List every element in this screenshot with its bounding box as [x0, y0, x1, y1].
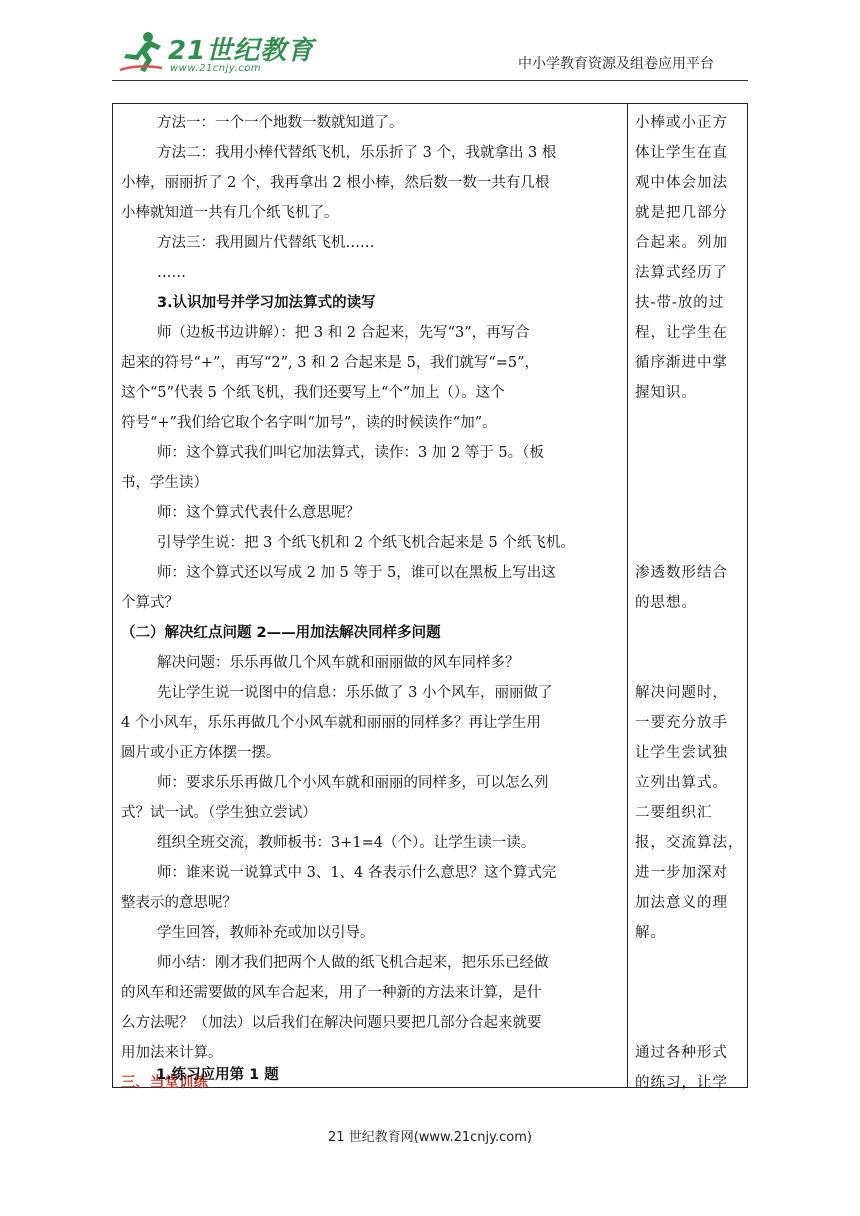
text-line: 学生回答，教师补充或加以引导。 — [157, 925, 375, 941]
text-line: 用加法来计算。 — [121, 1045, 223, 1061]
section-heading-red: 三、当堂训练 — [121, 1075, 208, 1091]
header-divider — [112, 80, 748, 81]
note-line: 扶-带-放的过 — [635, 295, 725, 311]
logo-wordmark: 21世纪教育 — [168, 36, 315, 66]
text-line: …… — [157, 265, 186, 281]
note-line: 的思想。 — [635, 595, 697, 611]
note-line: 立列出算式。 — [635, 775, 728, 791]
text-line: 师：谁来说一说算式中 3、1、4 各表示什么意思？这个算式完 — [157, 865, 557, 881]
platform-title: 中小学教育资源及组卷应用平台 — [518, 56, 714, 72]
text-line: 整表示的意思呢？ — [121, 895, 237, 911]
text-line: 解决问题：乐乐再做几个风车就和丽丽做的风车同样多？ — [157, 655, 520, 671]
column-divider — [627, 104, 628, 1087]
text-line: 师：这个算式代表什么意思呢？ — [157, 505, 360, 521]
text-line: 师：这个算式我们叫它加法算式，读作：3 加 2 等于 5。（板 — [157, 445, 544, 461]
text-line: 4 个小风车，乐乐再做几个小风车就和丽丽的同样多？再让学生用 — [121, 715, 541, 731]
page-header — [0, 0, 860, 86]
text-line: 个算式？ — [121, 595, 179, 611]
note-line: 循序渐进中掌 — [635, 355, 728, 371]
note-line: 程，让学生在 — [635, 325, 728, 341]
note-line: 小棒或小正方 — [635, 115, 728, 131]
note-line: 的练习，让学 — [635, 1075, 728, 1091]
text-line: 起来的符号“+”，再写“2”, 3 和 2 合起来是 5，我们就写“=5”， — [121, 355, 540, 371]
text-line: 师：这个算式还以写成 2 加 5 等于 5，谁可以在黑板上写出这 — [157, 565, 556, 581]
text-line: 的风车和还需要做的风车合起来，用了一种新的方法来计算，是什 — [121, 985, 542, 1001]
text-line: 方法一：一个一个地数一数就知道了。 — [157, 115, 404, 131]
note-line: 握知识。 — [635, 385, 697, 401]
note-line: 渗透数形结合 — [635, 565, 728, 581]
note-line: 进一步加深对 — [635, 865, 728, 881]
text-line: 书，学生读） — [121, 475, 208, 491]
text-line: 符号“+”我们给它取个名字叫“加号”，读的时候读作“加”。 — [121, 415, 497, 431]
text-line: 方法二：我用小棒代替纸飞机，乐乐折了 3 个，我就拿出 3 根 — [157, 145, 557, 161]
note-line: 通过各种形式 — [635, 1045, 728, 1061]
note-line: 报，交流算法， — [635, 835, 744, 851]
note-line: 解决问题时， — [635, 685, 728, 701]
text-line: 师：要求乐乐再做几个小风车就和丽丽的同样多，可以怎么列 — [157, 775, 549, 791]
note-line: 一要充分放手 — [635, 715, 728, 731]
note-line: 解。 — [635, 925, 666, 941]
text-line: 式？试一试。（学生独立尝试） — [121, 805, 317, 821]
text-line: 先让学生说一说图中的信息：乐乐做了 3 小个风车，丽丽做了 — [157, 685, 553, 701]
text-line: 师（边板书边讲解）：把 3 和 2 合起来，先写“3”，再写合 — [157, 325, 530, 341]
lesson-table — [112, 103, 748, 1091]
text-line: 引导学生说：把 3 个纸飞机和 2 个纸飞机合起来是 5 个纸飞机。 — [157, 535, 575, 551]
text-line: 组织全班交流，教师板书：3+1=4（个）。让学生读一读。 — [157, 835, 536, 851]
note-line: 加法意义的理 — [635, 895, 728, 911]
logo-url: www.21cnjy.com — [170, 63, 262, 74]
section-heading: 3.认识加号并学习加法算式的读写 — [157, 295, 376, 311]
text-line: 小棒，丽丽折了 2 个，我再拿出 2 根小棒，然后数一数一共有几根 — [121, 175, 550, 191]
text-line: 方法三：我用圆片代替纸飞机…… — [157, 235, 375, 251]
note-line: 体让学生在直 — [635, 145, 728, 161]
note-line: 二要组织汇 — [635, 805, 713, 821]
section-heading: （二）解决红点问题 2——用加法解决同样多问题 — [121, 625, 441, 641]
text-line: 圆片或小正方体摆一摆。 — [121, 745, 281, 761]
note-line: 就是把几部分 — [635, 205, 728, 221]
text-line: 么方法呢？（加法）以后我们在解决问题只要把几部分合起来就要 — [121, 1015, 542, 1031]
note-line: 让学生尝试独 — [635, 745, 728, 761]
site-logo[interactable] — [118, 30, 315, 78]
page-footer: 21 世纪教育网(www.21cnjy.com) — [328, 1130, 532, 1145]
text-line: 这个“5”代表 5 个纸飞机，我们还要写上“个”加上（）。这个 — [121, 385, 505, 401]
runner-logo-icon — [118, 30, 166, 74]
note-line: 观中体会加法 — [635, 175, 728, 191]
note-line: 合起来。列加 — [635, 235, 728, 251]
exercise-heading: 1.练习应用第 1 题 — [156, 1067, 279, 1083]
text-line: 师小结：刚才我们把两个人做的纸飞机合起来，把乐乐已经做 — [157, 955, 549, 971]
text-line: 小棒就知道一共有几个纸飞机了。 — [121, 205, 339, 221]
note-line: 法算式经历了 — [635, 265, 728, 281]
